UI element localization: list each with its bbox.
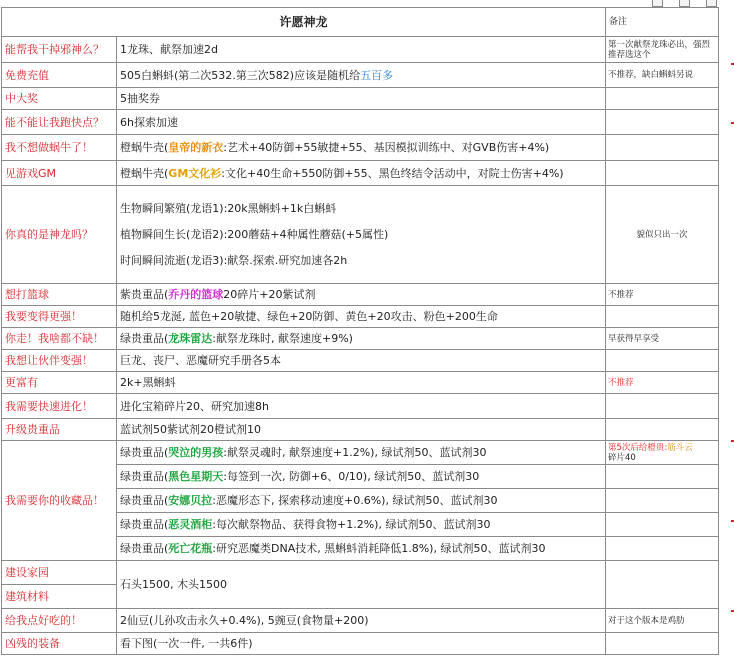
reward-text: :艺术+40防御+55敏捷+55、基因模拟训练中、对GVB伤害+4%): [223, 141, 550, 154]
table-row: [2, 441, 719, 465]
note-cell: [606, 394, 719, 419]
reward-text: :文化+40生命+550防御+55、黑色终结令活动中，对院士伤害+4%): [221, 166, 564, 180]
note-header: 备注: [606, 8, 719, 37]
reward-text: :每次献祭物品、获得食物+1.2%), 绿试剂50、蓝试剂30: [212, 518, 491, 531]
maximize-icon[interactable]: [679, 0, 690, 7]
reward-text: 绿贵重品(: [120, 494, 169, 507]
reward-text: 20碎片+20紫试剂: [223, 288, 316, 301]
reward-text: :每签到一次, 防御+6、0/10), 绿试剂50、蓝试剂30: [223, 470, 480, 483]
reward-highlight: 恶灵酒柜: [168, 518, 213, 531]
wish-cell: 我需要快速进化！: [2, 394, 117, 419]
wish-cell: 建设家园: [2, 561, 117, 585]
note-cell: [606, 513, 719, 537]
reward-cell: 6h探索加速: [117, 110, 606, 135]
wish-cell: 见游戏GM: [2, 161, 117, 186]
wish-cell: 升级贵重品: [2, 419, 117, 441]
table-row: [2, 110, 719, 135]
reward-highlight: 黑色星期天: [168, 470, 224, 483]
reward-cell: 石头1500, 木头1500: [117, 561, 606, 609]
reward-cell: 巨龙、丧尸、恶魔研究手册各5本: [117, 350, 606, 372]
reward-highlight: 乔丹的篮球: [168, 288, 224, 301]
note-cell: 第一次献祭龙珠必出，强烈推荐选这个: [606, 37, 719, 63]
reward-cell: 看下图(一次一件, 一共6件): [117, 633, 606, 655]
table-row: [2, 306, 719, 328]
wish-cell: 你真的是神龙吗？: [2, 186, 117, 284]
note-cell: 对于这个版本是鸡肋: [606, 609, 719, 633]
reward-line: 生物瞬间繁殖(龙语1):20k黑蝌蚪+1k白蝌蚪: [120, 201, 337, 215]
reward-cell: [117, 489, 606, 513]
note-cell: [606, 135, 719, 161]
reward-cell: [117, 441, 606, 465]
wish-cell: 中大奖: [2, 88, 117, 110]
note-cell: 貌似只出一次: [606, 186, 719, 284]
page-title: 许愿神龙: [2, 8, 606, 37]
note-cell: [606, 306, 719, 328]
reward-text: :研究恶魔类DNA技术, 黑蝌蚪消耗降低1.8%), 绿试剂50、蓝试剂30: [212, 542, 546, 555]
reward-highlight: 五百多: [360, 68, 394, 82]
table-row: [2, 284, 719, 306]
reward-text: :献祭灵魂时, 献祭速度+1.2%), 绿试剂50、蓝试剂30: [223, 446, 487, 459]
table-row: [2, 419, 719, 441]
table-row: [2, 394, 719, 419]
note-cell: 早获得早享受: [606, 328, 719, 350]
reward-text: 绿贵重品(: [120, 518, 169, 531]
reward-text: :恶魔形态下, 探索移动速度+0.6%), 绿试剂50、蓝试剂30: [212, 494, 498, 507]
reward-highlight: 皇帝的新衣: [168, 141, 224, 154]
wish-cell: 我想让伙伴变强！: [2, 350, 117, 372]
reward-cell: [117, 63, 606, 88]
note-cell: 不推荐: [606, 372, 719, 394]
reward-text: 505白蝌蚪(第二次532.第三次582)应该是随机给: [120, 68, 361, 82]
reward-cell: 蓝试剂50紫试剂20橙试剂10: [117, 419, 606, 441]
reward-line: 植物瞬间生长(龙语2):200蘑菇+4种属性蘑菇(+5属性): [120, 227, 389, 241]
reward-highlight: 哭泣的男孩: [168, 446, 224, 459]
reward-cell: [117, 186, 606, 284]
reward-cell: 2仙豆(儿孙攻击永久+0.4%), 5豌豆(食物量+200): [117, 609, 606, 633]
note-cell: [606, 465, 719, 489]
reward-cell: [117, 537, 606, 561]
wish-table: [1, 7, 719, 655]
minimize-icon[interactable]: [652, 0, 663, 7]
wish-cell: 能帮我干掉邪神么？: [2, 37, 117, 63]
note-cell: [606, 419, 719, 441]
reward-cell: 随机给5龙涎, 蓝色+20敏捷、绿色+20防御、黄色+20攻击、粉色+200生命: [117, 306, 606, 328]
reward-highlight: GM文化衫: [168, 166, 222, 180]
note-cell: [606, 350, 719, 372]
close-icon[interactable]: [706, 0, 717, 7]
table-row: [2, 135, 719, 161]
reward-text: 绿贵重品(: [120, 542, 169, 555]
wish-cell: 更富有: [2, 372, 117, 394]
reward-cell: 1龙珠、献祭加速2d: [117, 37, 606, 63]
table-row: [2, 561, 719, 585]
wish-cell: 我不想做蜗牛了！: [2, 135, 117, 161]
wish-cell: 我要变得更强！: [2, 306, 117, 328]
reward-text: 绿贵重品(: [120, 470, 169, 483]
wish-cell: 免费充值: [2, 63, 117, 88]
reward-highlight: 安娜贝拉: [168, 494, 213, 507]
note-text: 第5次后给橙贵:: [608, 442, 668, 453]
reward-highlight: 龙珠雷达: [168, 332, 213, 345]
note-cell: [606, 110, 719, 135]
table-row: [2, 372, 719, 394]
reward-highlight: 死亡花瓶: [168, 542, 213, 555]
wish-cell: 建筑材料: [2, 585, 117, 609]
table-row: [2, 633, 719, 655]
reward-cell: 2k+黑蝌蚪: [117, 372, 606, 394]
reward-text: 橙蜗牛壳(: [120, 141, 169, 154]
note-cell: [606, 537, 719, 561]
reward-text: 绿贵重品(: [120, 332, 169, 345]
note-text: 碎片40: [608, 452, 636, 463]
note-cell: [606, 633, 719, 655]
reward-text: 橙蜗牛壳(: [120, 166, 169, 180]
reward-cell: 5抽奖券: [117, 88, 606, 110]
reward-cell: [117, 284, 606, 306]
note-cell: [606, 88, 719, 110]
table-row: [2, 88, 719, 110]
table-row: [2, 63, 719, 88]
table-row: [2, 609, 719, 633]
reward-text: :献祭龙珠时, 献祭速度+9%): [212, 332, 353, 345]
note-highlight: 筋斗云: [667, 442, 693, 453]
wish-cell: 你走！我啥都不缺！: [2, 328, 117, 350]
wish-cell: 给我点好吃的！: [2, 609, 117, 633]
reward-cell: 进化宝箱碎片20、研究加速8h: [117, 394, 606, 419]
reward-cell: [117, 161, 606, 186]
table-row: [2, 37, 719, 63]
wish-cell: 想打篮球: [2, 284, 117, 306]
reward-text: 绿贵重品(: [120, 446, 169, 459]
reward-cell: [117, 465, 606, 489]
table-row: [2, 186, 719, 284]
note-cell: [606, 561, 719, 609]
reward-text: 紫贵重品(: [120, 288, 169, 301]
reward-cell: [117, 513, 606, 537]
reward-cell: [117, 328, 606, 350]
wish-cell: 我需要你的收藏品！: [2, 441, 117, 561]
reward-cell: [117, 135, 606, 161]
wish-cell: 能不能让我跑快点？: [2, 110, 117, 135]
note-cell: 不推荐，缺白蝌蚪另说: [606, 63, 719, 88]
table-header-row: [2, 8, 719, 37]
note-cell: [606, 441, 719, 465]
reward-line: 时间瞬间流逝(龙语3):献祭.探索.研究加速各2h: [120, 253, 348, 267]
table-row: [2, 328, 719, 350]
note-cell: [606, 161, 719, 186]
wish-cell: 凶残的装备: [2, 633, 117, 655]
note-cell: [606, 489, 719, 513]
window-top-bar: [0, 0, 734, 7]
note-cell: 不推荐: [606, 284, 719, 306]
table-row: [2, 161, 719, 186]
table-row: [2, 350, 719, 372]
